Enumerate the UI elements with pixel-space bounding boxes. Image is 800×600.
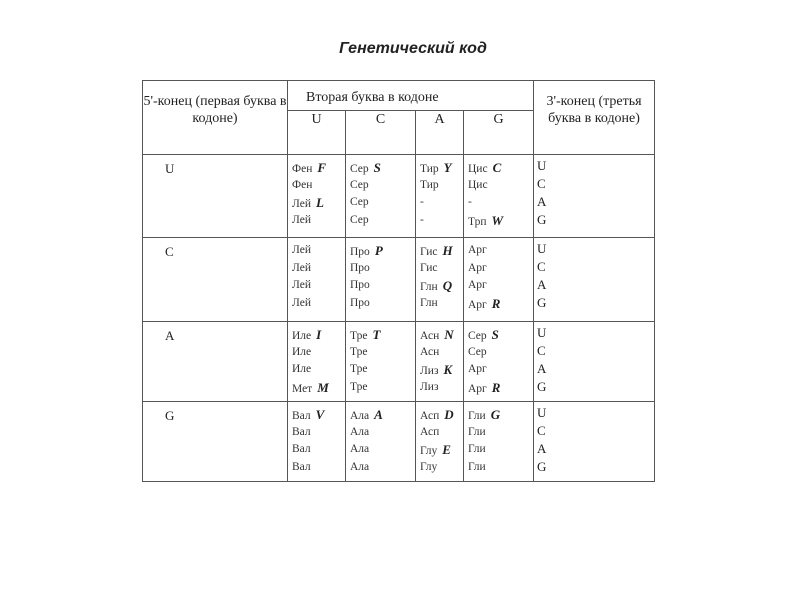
codon-line (468, 361, 533, 379)
table-row (143, 402, 655, 482)
amino-acid: Вал (292, 425, 311, 438)
codon-line (292, 295, 345, 313)
amino-acid: Иле (292, 345, 312, 358)
amino-acid: Лей (292, 213, 311, 226)
amino-acid: Сер (350, 213, 369, 226)
amino-acid: Сер (350, 196, 369, 208)
third-letter: G (537, 379, 547, 394)
codon-line (292, 379, 345, 397)
one-letter-code: Y (443, 160, 452, 175)
codon-line (420, 159, 463, 177)
codon-line (350, 194, 415, 212)
third-letter: U (537, 405, 547, 420)
third-letter: G (537, 459, 547, 474)
amino-acid: Тир (420, 178, 439, 191)
amino-acid: Сер (350, 163, 369, 175)
amino-acid: Иле (292, 330, 312, 342)
codon-line (292, 260, 345, 278)
column-header-c: C (346, 111, 416, 155)
codon-cell (288, 322, 346, 402)
codon-line (468, 406, 533, 424)
third-letter: A (537, 194, 547, 209)
codon-line (350, 242, 415, 260)
five-prime-header: 5'-конец (первая буква в кодоне) (143, 81, 288, 155)
third-letter-cell (534, 322, 655, 402)
amino-acid: Гис (420, 261, 438, 274)
codon-cell (464, 155, 534, 238)
third-letter: A (537, 441, 547, 456)
codon-cell (464, 238, 534, 322)
amino-acid: - (420, 196, 424, 208)
amino-acid: Ала (350, 425, 370, 438)
one-letter-code: W (491, 212, 504, 228)
amino-acid: Вал (292, 410, 311, 422)
amino-acid: Арг (468, 298, 487, 311)
codon-line (292, 424, 345, 442)
codon-cell (346, 238, 416, 322)
third-letter: G (537, 212, 547, 227)
amino-acid: Про (350, 296, 370, 309)
codon-line (350, 459, 415, 477)
codon-line (420, 242, 463, 260)
amino-acid: Лиз (420, 380, 439, 393)
amino-acid: Гис (420, 246, 438, 258)
first-letter: A (143, 322, 288, 402)
codon-line (468, 159, 533, 177)
amino-acid: Иле (292, 363, 312, 375)
first-letter: C (143, 238, 288, 322)
codon-line (420, 459, 463, 477)
one-letter-code: R (491, 379, 501, 395)
amino-acid: Тре (350, 330, 368, 342)
third-letter: U (537, 325, 547, 340)
third-letter: G (537, 295, 547, 310)
codon-line (468, 424, 533, 442)
amino-acid: Сер (350, 178, 369, 191)
amino-acid: Лей (292, 244, 311, 256)
codon-cell (416, 402, 464, 482)
one-letter-code: V (315, 407, 325, 422)
codon-line (468, 277, 533, 295)
codon-cell (346, 322, 416, 402)
amino-acid: Ала (350, 460, 370, 473)
amino-acid: Цис (468, 178, 488, 191)
codon-line (292, 177, 345, 195)
one-letter-code: M (317, 379, 329, 395)
amino-acid: Лей (292, 296, 311, 309)
codon-cell (288, 155, 346, 238)
amino-acid: Арг (468, 244, 487, 256)
codon-line (292, 326, 345, 344)
amino-acid: Глу (420, 445, 438, 457)
codon-cell (416, 155, 464, 238)
codon-cell (288, 238, 346, 322)
third-letter: U (537, 158, 547, 173)
codon-line (350, 277, 415, 295)
codon-line (468, 379, 533, 397)
amino-acid: Гли (468, 425, 486, 438)
amino-acid: Тир (420, 163, 439, 175)
codon-line (420, 295, 463, 313)
codon-line (468, 194, 533, 212)
codon-cell (464, 322, 534, 402)
amino-acid: - (420, 213, 424, 226)
amino-acid: Лей (292, 279, 311, 291)
amino-acid: Асп (420, 425, 440, 438)
one-letter-code: K (443, 362, 453, 377)
one-letter-code: R (491, 295, 501, 311)
amino-acid: Тре (350, 363, 368, 375)
column-header-a: A (416, 111, 464, 155)
amino-acid: Тре (350, 380, 368, 393)
codon-line (350, 326, 415, 344)
codon-line (350, 212, 415, 230)
codon-line (292, 242, 345, 260)
codon-line (420, 177, 463, 195)
third-letter: A (537, 361, 547, 376)
codon-line (468, 177, 533, 195)
amino-acid: Фен (292, 163, 313, 175)
third-letter: C (537, 176, 546, 191)
table-row (143, 238, 655, 322)
one-letter-code: P (374, 243, 383, 258)
first-letter: G (143, 402, 288, 482)
column-header-g: G (464, 111, 534, 155)
codon-line (468, 326, 533, 344)
codon-cell (464, 402, 534, 482)
one-letter-code: L (315, 195, 324, 210)
third-letter-cell (534, 402, 655, 482)
amino-acid: Вал (292, 460, 311, 473)
one-letter-code: F (317, 160, 327, 175)
one-letter-code: S (491, 327, 499, 342)
one-letter-code: D (444, 407, 454, 422)
amino-acid: Ала (350, 410, 370, 422)
amino-acid: Арг (468, 363, 487, 375)
amino-acid: Гли (468, 443, 486, 455)
third-letter: C (537, 423, 546, 438)
codon-line (350, 159, 415, 177)
codon-line (420, 212, 463, 230)
third-letter: A (537, 277, 547, 292)
one-letter-code: Q (442, 278, 453, 293)
page-title: Генетический код (339, 40, 487, 57)
codon-line (350, 344, 415, 362)
amino-acid: Асн (420, 330, 440, 342)
amino-acid: Сер (468, 345, 487, 358)
codon-line (468, 260, 533, 278)
one-letter-code: A (374, 407, 383, 422)
codon-line (468, 242, 533, 260)
codon-line (420, 424, 463, 442)
codon-line (420, 277, 463, 295)
codon-line (420, 361, 463, 379)
amino-acid: Гли (468, 460, 486, 473)
codon-line (292, 159, 345, 177)
amino-acid: Гли (468, 410, 486, 422)
one-letter-code: T (372, 327, 381, 342)
codon-line (292, 212, 345, 230)
amino-acid: - (468, 196, 472, 208)
amino-acid: Лей (292, 261, 311, 274)
second-letter-header: Вторая буква в кодоне (288, 81, 534, 111)
third-letter-cell (534, 155, 655, 238)
table-row (143, 322, 655, 402)
amino-acid: Арг (468, 279, 487, 291)
one-letter-code: N (444, 327, 454, 342)
amino-acid: Фен (292, 178, 313, 191)
codon-line (350, 260, 415, 278)
third-letter: U (537, 241, 547, 256)
third-letter-cell (534, 238, 655, 322)
codon-line (420, 194, 463, 212)
codon-line (292, 459, 345, 477)
amino-acid: Асп (420, 410, 440, 422)
codon-line (292, 344, 345, 362)
codon-cell (416, 322, 464, 402)
amino-acid: Цис (468, 163, 488, 175)
codon-line (420, 441, 463, 459)
codon-cell (346, 402, 416, 482)
codon-line (468, 441, 533, 459)
codon-line (468, 459, 533, 477)
amino-acid: Глн (420, 296, 438, 309)
codon-line (420, 326, 463, 344)
column-header-u: U (288, 111, 346, 155)
codon-line (292, 194, 345, 212)
codon-cell (346, 155, 416, 238)
codon-line (468, 344, 533, 362)
codon-line (292, 441, 345, 459)
third-letter: C (537, 259, 546, 274)
amino-acid: Глн (420, 281, 438, 293)
amino-acid: Трп (468, 215, 487, 228)
amino-acid: Ала (350, 443, 370, 455)
three-prime-header: 3'-конец (третья буква в кодоне) (534, 81, 655, 155)
amino-acid: Про (350, 246, 370, 258)
codon-cell (416, 238, 464, 322)
amino-acid: Асн (420, 345, 440, 358)
one-letter-code: G (490, 407, 501, 422)
one-letter-code: H (442, 243, 453, 258)
amino-acid: Лей (292, 198, 311, 210)
codon-line (420, 406, 463, 424)
amino-acid: Сер (468, 330, 487, 342)
codon-line (350, 361, 415, 379)
third-letter: C (537, 343, 546, 358)
one-letter-code: C (492, 160, 502, 175)
codon-line (350, 424, 415, 442)
codon-line (350, 441, 415, 459)
one-letter-code: S (373, 160, 381, 175)
codon-line (350, 295, 415, 313)
genetic-code-table (142, 80, 655, 482)
one-letter-code: I (316, 327, 322, 342)
codon-line (420, 344, 463, 362)
codon-line (292, 277, 345, 295)
codon-line (350, 379, 415, 397)
amino-acid: Про (350, 279, 370, 291)
codon-line (292, 361, 345, 379)
amino-acid: Вал (292, 443, 311, 455)
first-letter: U (143, 155, 288, 238)
codon-line (350, 177, 415, 195)
amino-acid: Арг (468, 261, 487, 274)
amino-acid: Про (350, 261, 370, 274)
amino-acid: Арг (468, 382, 487, 395)
table-row (143, 155, 655, 238)
amino-acid: Лиз (420, 365, 439, 377)
codon-line (350, 406, 415, 424)
one-letter-code: E (442, 442, 451, 457)
codon-line (420, 379, 463, 397)
amino-acid: Глу (420, 460, 438, 473)
codon-line (292, 406, 345, 424)
codon-cell (288, 402, 346, 482)
codon-line (468, 295, 533, 313)
amino-acid: Тре (350, 345, 368, 358)
amino-acid: Мет (292, 382, 313, 395)
codon-line (468, 212, 533, 230)
codon-line (420, 260, 463, 278)
